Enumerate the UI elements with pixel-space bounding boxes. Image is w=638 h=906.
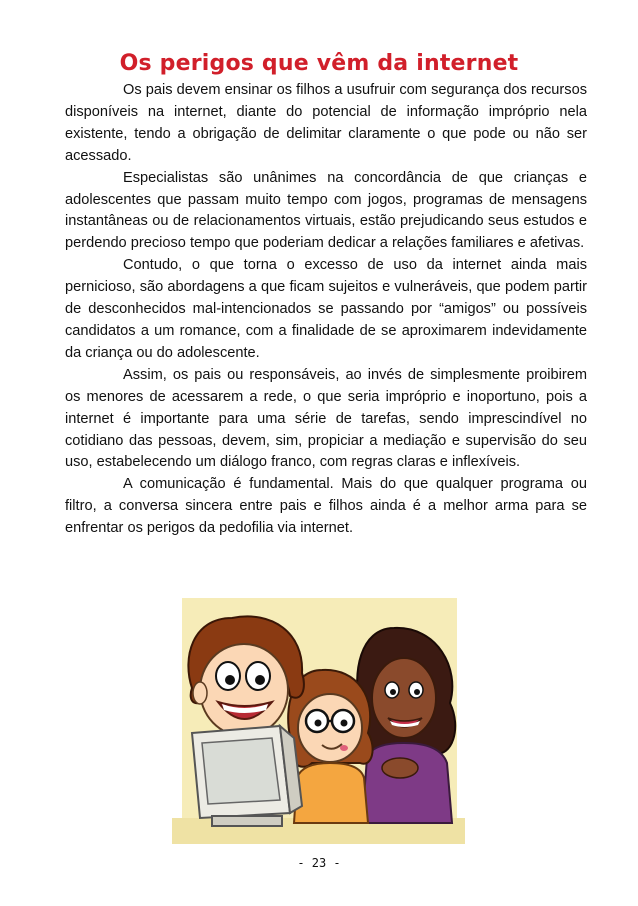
paragraph-1: Os pais devem ensinar os filhos a usufruir com segurança dos recursos disponíveis na internet, diante do potencial de informação impróprio nela existente, tendo a obrigação de delimitar claramente o que pode ou não ser acessado. xyxy=(65,82,587,164)
body-text xyxy=(65,80,587,540)
paragraph-2: Especialistas são unânimes na concordância de que crianças e adolescentes que passam muito tempo com jogos, programas de mensagens instantâneas ou de relacionamentos virtuais, estão prejudicando seus estudos e perdendo precioso tempo que poderiam dedicar a relações familiares e afetivas. xyxy=(65,169,587,252)
paragraph-3: Contudo, o que torna o excesso de uso da internet ainda mais pernicioso, são abordagens a que ficam sujeitos e vulneráveis, que podem partir de desconhecidos mal-intencionados se passando por “amigos” ou possíveis candidatos a um romance, com a finalidade de se aproximarem indevidamente da criança ou do adolescente. xyxy=(65,257,587,361)
page-number: - 23 - xyxy=(297,856,341,870)
children-at-computer-illustration xyxy=(172,578,465,844)
paragraph-5: A comunicação é fundamental. Mais do que qualquer programa ou filtro, a conversa sincera entre pais e filhos ainda é a melhor arma para se enfrentar os perigos da pedofilia via internet. xyxy=(65,476,587,537)
computer-monitor xyxy=(192,726,302,826)
page-title: Os perigos que vêm da internet xyxy=(119,51,519,76)
paragraph-4: Assim, os pais ou responsáveis, ao invés de simplesmente proibirem os menores de acessarem a rede, o que seria impróprio e inoportuno, pois a internet é importante para uma série de tarefas, sendo imprescindível no cotidiano das pessoas, devem, sim, propiciar a mediação e supervisão do seu uso, estabelecendo um diálogo franco, com regras claras e inflexíveis. xyxy=(65,366,587,471)
